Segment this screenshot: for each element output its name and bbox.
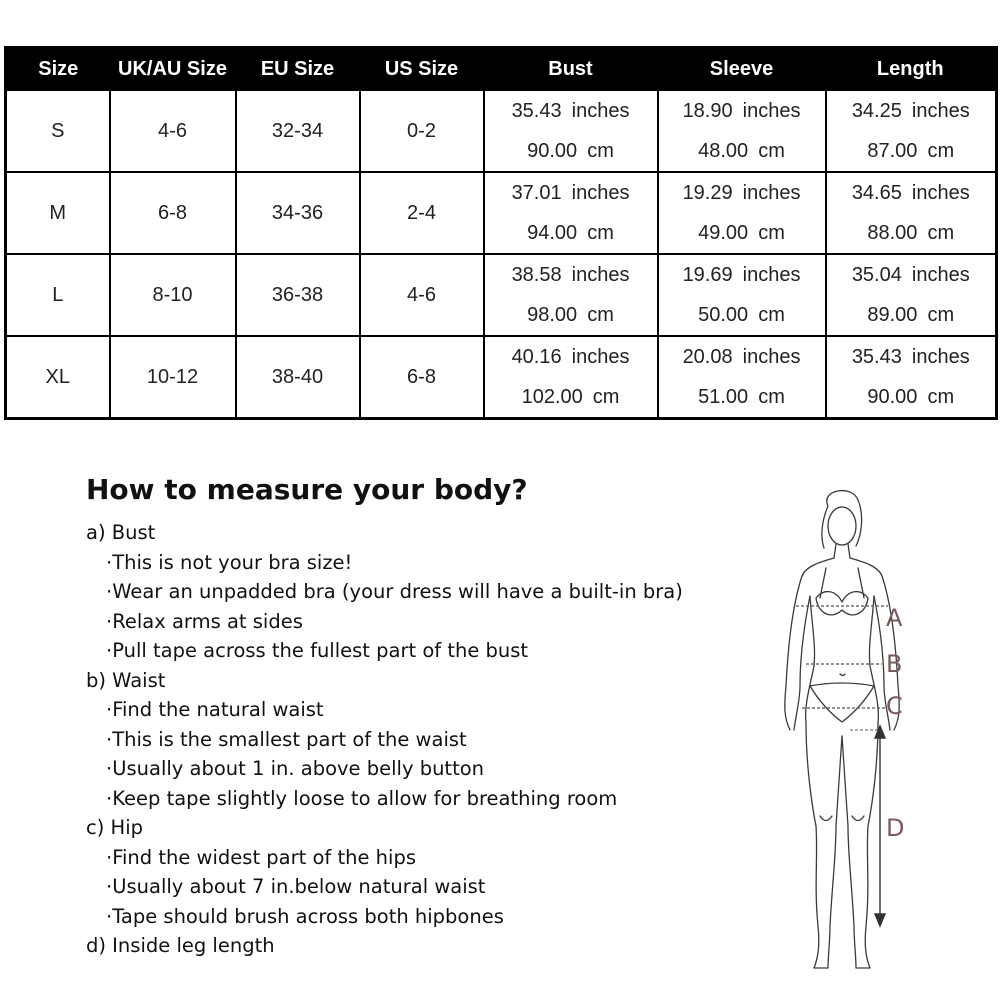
measurement-unit: cm	[592, 386, 620, 408]
measurement-number: 98.00	[527, 304, 578, 326]
measurement-unit: inches	[571, 100, 630, 122]
table-row	[6, 336, 997, 419]
cell-eu: 36-38	[236, 254, 360, 336]
measurement-number: 35.04	[851, 264, 902, 286]
sleeve-in-value	[659, 91, 825, 131]
body-outline-illustration	[770, 486, 920, 976]
table-row	[6, 172, 997, 254]
cell-length	[826, 172, 997, 254]
cell-length	[826, 336, 997, 419]
table-row	[6, 254, 997, 336]
cell-us: 6-8	[360, 336, 484, 419]
measurement-number: 94.00	[527, 222, 578, 244]
label-a: A	[886, 604, 903, 632]
length-cm-value	[827, 377, 996, 417]
cell-sleeve	[658, 254, 826, 336]
cell-length	[826, 90, 997, 172]
sleeve-cm-value	[659, 213, 825, 253]
cell-uk-au: 8-10	[110, 254, 236, 336]
guide-bullet-item	[86, 872, 736, 902]
bust-in-value	[485, 91, 657, 131]
length-in-value	[827, 173, 996, 213]
cell-bust	[484, 254, 658, 336]
measurement-number: 35.43	[511, 100, 562, 122]
measuring-guide	[86, 468, 736, 961]
guide-bullet-item	[86, 902, 736, 932]
column-header: Length	[826, 48, 997, 91]
guide-bullet-item	[86, 843, 736, 873]
column-header: US Size	[360, 48, 484, 91]
measurement-number: 37.01	[511, 182, 562, 204]
guide-text: Find the natural waist	[112, 698, 324, 721]
guide-text: Tape should brush across both hipbones	[112, 904, 504, 928]
measurement-number: 40.16	[511, 346, 562, 368]
measurement-unit: cm	[587, 140, 614, 162]
measurement-unit: inches	[911, 346, 970, 368]
cell-eu: 34-36	[236, 172, 360, 254]
measurement-number: 50.00	[698, 304, 749, 326]
cell-size: XL	[6, 336, 110, 419]
measurement-number: 19.69	[682, 264, 733, 286]
cell-size: M	[6, 172, 110, 254]
bust-in-value	[485, 255, 657, 295]
measurement-unit: inches	[571, 182, 630, 204]
measurement-unit: cm	[927, 140, 955, 162]
cell-bust	[484, 336, 658, 419]
measurement-unit: cm	[758, 386, 785, 408]
guide-text: a) Bust	[86, 521, 156, 544]
length-cm-value	[827, 295, 996, 335]
cell-sleeve	[658, 336, 826, 419]
measurement-number: 34.25	[851, 100, 902, 122]
table-row	[6, 90, 997, 172]
measurement-number: 20.08	[682, 346, 733, 368]
measurement-unit: inches	[571, 264, 630, 286]
bust-cm-value	[485, 213, 657, 253]
guide-bullet-item	[86, 784, 736, 814]
guide-section-heading	[86, 813, 736, 843]
guide-bullet-item	[86, 548, 736, 578]
guide-text: Usually about 1 in. above belly button	[112, 757, 485, 780]
size-chart-table	[4, 46, 998, 420]
table-header-row	[6, 48, 997, 91]
measurement-unit: inches	[911, 100, 970, 122]
measurement-unit: inches	[742, 100, 801, 122]
measurement-number: 90.00	[527, 140, 578, 162]
measurement-number: 35.43	[851, 346, 902, 368]
length-in-value	[827, 91, 996, 131]
column-header: Bust	[484, 48, 658, 91]
guide-bullet-item	[86, 636, 736, 666]
guide-bullet-item	[86, 725, 736, 755]
sleeve-cm-value	[659, 377, 825, 417]
guide-text: This is not your bra size!	[112, 550, 353, 574]
measurement-unit: cm	[927, 304, 955, 326]
length-in-value	[827, 337, 996, 377]
column-header: Size	[6, 48, 110, 91]
guide-text: Keep tape slightly loose to allow for breathing room	[112, 786, 618, 810]
length-cm-value	[827, 131, 996, 171]
guide-bullet-item	[86, 607, 736, 637]
measurement-unit: cm	[758, 304, 785, 326]
label-c: C	[886, 692, 903, 720]
sleeve-cm-value	[659, 131, 825, 171]
measurement-number: 48.00	[698, 140, 749, 162]
guide-text: c) Hip	[86, 816, 143, 839]
guide-section-heading	[86, 518, 736, 548]
measurement-number: 88.00	[867, 222, 918, 244]
measurement-unit: inches	[911, 264, 970, 286]
guide-bullet-item	[86, 577, 736, 607]
measurement-unit: cm	[927, 222, 955, 244]
cell-eu: 38-40	[236, 336, 360, 419]
cell-us: 4-6	[360, 254, 484, 336]
measurement-number: 102.00	[521, 386, 583, 408]
guide-text: Wear an unpadded bra (your dress will have a built-in bra)	[112, 580, 683, 603]
bust-cm-value	[485, 377, 657, 417]
guide-title: How to measure your body?	[86, 473, 528, 506]
guide-text: b) Waist	[86, 668, 166, 692]
cell-size: L	[6, 254, 110, 336]
measurement-unit: cm	[758, 140, 785, 162]
measurement-unit: inches	[742, 264, 801, 286]
measurement-number: 49.00	[698, 222, 749, 244]
measurement-number: 34.65	[851, 182, 902, 204]
cell-bust	[484, 90, 658, 172]
cell-us: 2-4	[360, 172, 484, 254]
measurement-number: 19.29	[682, 182, 733, 204]
guide-text: Relax arms at sides	[112, 609, 303, 633]
guide-list	[86, 518, 736, 961]
column-header: UK/AU Size	[110, 48, 236, 91]
table-body	[6, 90, 997, 419]
measurement-unit: inches	[911, 182, 970, 204]
cell-size: S	[6, 90, 110, 172]
cell-uk-au: 6-8	[110, 172, 236, 254]
measurement-number: 89.00	[867, 304, 918, 326]
guide-text: This is the smallest part of the waist	[112, 727, 467, 751]
cell-bust	[484, 172, 658, 254]
sleeve-in-value	[659, 255, 825, 295]
measurement-unit: cm	[587, 222, 614, 244]
measurement-number: 51.00	[698, 386, 749, 408]
cell-uk-au: 4-6	[110, 90, 236, 172]
body-measurement-figure	[770, 486, 920, 976]
cell-length	[826, 254, 997, 336]
bust-in-value	[485, 337, 657, 377]
sleeve-cm-value	[659, 295, 825, 335]
cell-sleeve	[658, 172, 826, 254]
guide-bullet-item	[86, 754, 736, 784]
guide-text: Usually about 7 in.below natural waist	[112, 875, 486, 898]
measurement-unit: inches	[742, 346, 801, 368]
cell-eu: 32-34	[236, 90, 360, 172]
measurement-unit: inches	[742, 182, 801, 204]
measurement-unit: inches	[571, 346, 630, 368]
measurement-number: 18.90	[682, 100, 733, 122]
bust-cm-value	[485, 295, 657, 335]
cell-us: 0-2	[360, 90, 484, 172]
cell-sleeve	[658, 90, 826, 172]
guide-section-heading	[86, 666, 736, 696]
bust-in-value	[485, 173, 657, 213]
guide-text: Pull tape across the fullest part of the bust	[112, 639, 529, 662]
cell-uk-au: 10-12	[110, 336, 236, 419]
measurement-number: 38.58	[511, 264, 562, 286]
guide-text: Find the widest part of the hips	[112, 845, 416, 869]
sleeve-in-value	[659, 173, 825, 213]
label-d: D	[886, 814, 905, 842]
length-cm-value	[827, 213, 996, 253]
guide-text: d) Inside leg length	[86, 934, 275, 957]
measurement-number: 90.00	[867, 386, 918, 408]
sleeve-in-value	[659, 337, 825, 377]
length-in-value	[827, 255, 996, 295]
label-b: B	[886, 650, 903, 678]
measurement-number: 87.00	[867, 140, 918, 162]
column-header: Sleeve	[658, 48, 826, 91]
measurement-unit: cm	[927, 386, 955, 408]
measurement-unit: cm	[587, 304, 614, 326]
guide-section-heading	[86, 931, 736, 961]
guide-bullet-item	[86, 695, 736, 725]
column-header: EU Size	[236, 48, 360, 91]
measurement-unit: cm	[758, 222, 785, 244]
bust-cm-value	[485, 131, 657, 171]
